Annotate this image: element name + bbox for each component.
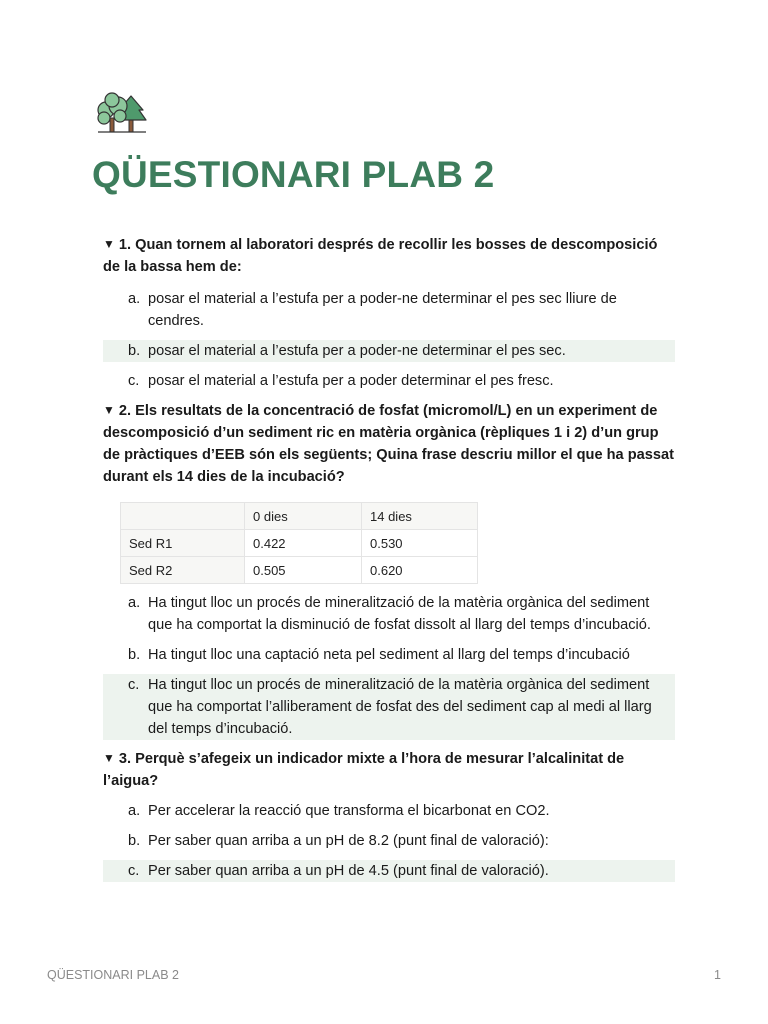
table-row	[121, 530, 478, 557]
question-3-toggle[interactable]	[103, 748, 675, 792]
questionnaire	[103, 234, 675, 882]
phosphate-table	[120, 502, 478, 584]
option-marker: c.	[128, 373, 140, 389]
question-1-text: 1. Quan tornem al laboratori després de recollir les bosses de descomposició de la bassa hem de:	[103, 237, 658, 275]
trees-icon	[96, 92, 148, 136]
footer-title: QÜESTIONARI PLAB 2	[47, 968, 179, 982]
option-marker: c.	[128, 863, 140, 879]
option-marker: c.	[128, 677, 140, 693]
option-2a	[103, 592, 675, 636]
option-marker: b.	[128, 647, 141, 663]
option-1c	[103, 370, 675, 392]
table-cell: Sed R2	[121, 557, 245, 584]
question-3-options	[103, 800, 675, 882]
option-text: Ha tingut lloc un procés de mineralització de la matèria orgànica del sediment que ha comportat l’alliberament de fosfat des del sediment cap al medi al llarg del temps d’incubació.	[148, 677, 652, 737]
table-cell: Sed R1	[121, 530, 245, 557]
table-cell: 0.505	[245, 557, 362, 584]
option-marker: a.	[128, 595, 141, 611]
question-2-toggle[interactable]	[103, 400, 675, 488]
table-cell: 0.422	[245, 530, 362, 557]
option-marker: b.	[128, 833, 141, 849]
table-cell: 0.530	[362, 530, 478, 557]
phosphate-table-wrap	[120, 502, 675, 584]
option-text: Per accelerar la reacció que transforma el bicarbonat en CO2.	[148, 803, 550, 819]
option-3b	[103, 830, 675, 852]
option-marker: b.	[128, 343, 141, 359]
option-text: Ha tingut lloc un procés de mineralització de la matèria orgànica del sediment que ha comportat la disminució de fosfat dissolt al llarg del temps d’incubació.	[148, 595, 651, 633]
option-text: posar el material a l’estufa per a poder-ne determinar el pes sec lliure de cendres.	[148, 291, 617, 329]
table-header-cell: 14 dies	[362, 503, 478, 530]
option-3a	[103, 800, 675, 822]
option-text: posar el material a l’estufa per a poder-ne determinar el pes sec.	[148, 343, 566, 359]
question-1-toggle[interactable]	[103, 234, 675, 278]
question-3-text: 3. Perquè s’afegeix un indicador mixte a l’hora de mesurar l’alcalinitat de l’aigua?	[103, 751, 625, 789]
option-1a	[103, 288, 675, 332]
option-3c-highlighted	[103, 860, 675, 882]
question-1	[103, 234, 675, 392]
question-2-text: 2. Els resultats de la concentració de fosfat (micromol/L) en un experiment de descomposició d’un sediment ric en matèria orgànica (rèpliques 1 i 2) d’un grup de pràctiques d’EEB són els següents; Quina frase descriu millor el que ha passat durant els 14 dies de la incubació?	[103, 403, 674, 485]
option-marker: a.	[128, 291, 141, 307]
table-row	[121, 557, 478, 584]
option-1b-highlighted	[103, 340, 675, 362]
option-text: Ha tingut lloc una captació neta pel sediment al llarg del temps d’incubació	[148, 647, 630, 663]
page-title: QÜESTIONARI PLAB 2	[92, 154, 495, 195]
toggle-arrow-icon[interactable]: ▼	[103, 751, 115, 765]
option-text: Per saber quan arriba a un pH de 4.5 (punt final de valoració).	[148, 863, 549, 879]
footer-page-number: 1	[714, 968, 721, 982]
table-header-cell: 0 dies	[245, 503, 362, 530]
option-2c-highlighted	[103, 674, 675, 740]
option-text: Per saber quan arriba a un pH de 8.2 (punt final de valoració):	[148, 833, 549, 849]
table-header-cell	[121, 503, 245, 530]
option-text: posar el material a l’estufa per a poder determinar el pes fresc.	[148, 373, 554, 389]
toggle-arrow-icon[interactable]: ▼	[103, 403, 115, 417]
table-header-row	[121, 503, 478, 530]
toggle-arrow-icon[interactable]: ▼	[103, 237, 115, 251]
question-2	[103, 400, 675, 740]
question-3	[103, 748, 675, 882]
option-2b	[103, 644, 675, 666]
question-2-options	[103, 592, 675, 740]
table-cell: 0.620	[362, 557, 478, 584]
question-1-options	[103, 288, 675, 392]
option-marker: a.	[128, 803, 141, 819]
